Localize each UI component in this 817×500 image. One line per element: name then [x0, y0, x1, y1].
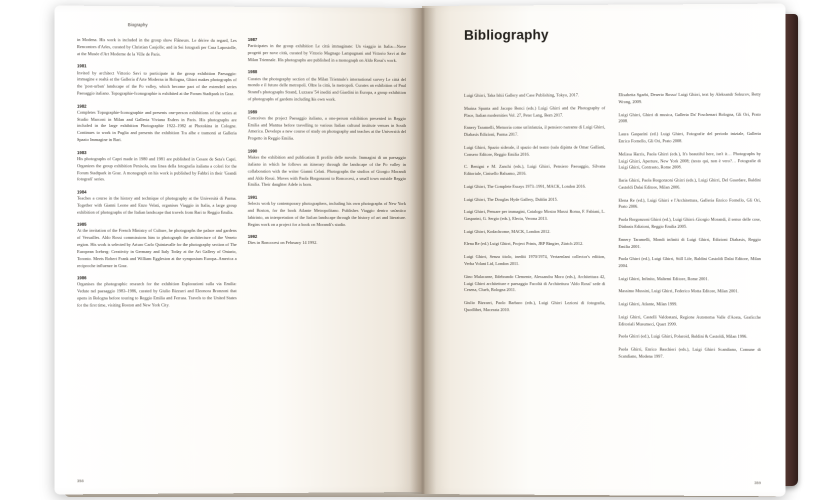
bibliography-entry: Laura Gasparini (ed.) Luigi Ghirri, Fotografie del periodo iniziale, Galleria Enrico Fornello, Gli Ori, Prato 2008. [618, 130, 761, 144]
entry-year: 1984 [77, 189, 87, 195]
entry-text: At the invitation of the French Ministry of Culture, he photographs the palace and gardens of Versailles. Aldo Rossi commissions him to photograph the architecture of the Veneto region. His work is selected by Arturo Carlo Quintavalle for the photography section of The European Iceberg: Creativity in Germany and Italy Today at the Art Gallery of Ontario, Toronto. Meets Robert Frank and William Eggleston at the symposium Europa–America a reciproche influenze in Graz. [77, 228, 237, 268]
biography-entry [248, 109, 406, 143]
entry-text: Completes Topographie-Iconographie and presents one-person exhibitions of the series at Studio Marconi in Milan and Galleria Viviana Esders in Paris. His photographs are included in the large exhibition Photographie 1922–1982 at Photokina in Cologne. Continues to work in Puglia and presents the exhibition Tra albe e tramonti at Galleria Spazio Immagine in Bari. [77, 109, 237, 143]
bibliography-entry: Ennery Taramelli, Mondi infiniti di Luigi Ghirri, Edizioni Diabasis, Reggio Emilia 2001. [618, 236, 761, 249]
bibliography-entry: Luigi Ghirri, The Complete Essays 1973–1991, MACK, London 2016. [464, 183, 586, 189]
entry-year: 1987 [247, 36, 258, 43]
page-spread [58, 6, 782, 494]
page-title: Bibliography [464, 27, 549, 43]
entry-year: 1983 [77, 149, 87, 155]
page-number-left: 358 [77, 478, 84, 484]
entry-year: 1989 [247, 108, 258, 114]
bibliography-entry: Paola Ghirri, Enrico Baschieri (eds.), Luigi Ghirri Scandiano, Comune di Scandiano, Modena 1997. [618, 346, 761, 359]
biography-entry [248, 69, 406, 103]
biography-entry [77, 103, 237, 144]
bibliography-entry: Paola Ghirri (ed.), Luigi Ghirri, Polaroid, Baldini & Castoldi, Milan 1996. [618, 333, 748, 340]
biography-column-2 [248, 37, 406, 475]
right-page-bibliography [422, 4, 785, 497]
biography-entry [77, 222, 237, 270]
bibliography-entry: Elena Re (ed.), Luigi Ghirri e l'Architettura, Galleria Enrico Fornello, Gli Ori, Prato 2006. [618, 197, 761, 210]
biography-entry [248, 194, 406, 228]
bibliography-entry: Massimo Mussini, Luigi Ghirri, Federico Motta Editore, Milan 2001. [618, 288, 739, 294]
entry-year: 1988 [247, 69, 258, 75]
bibliography-column-2 [618, 92, 760, 474]
bibliography-entry: Luigi Ghirri, Ghirri di musica, Galleria Da' Foschenari Bologna, Gli Ori, Prato 2008. [618, 111, 761, 124]
biography-entry [248, 37, 406, 65]
bibliography-entry: Elisabetta Sgarbi, Deserto Rosso/ Luigi Ghirri, text by Aleksandr Sokurov, Betty Wrong, 2009. [618, 91, 761, 105]
bibliography-entry: Elena Re (ed.) Luigi Ghirri, Project Prints, JRP Ringier, Zürich 2012. [464, 241, 584, 247]
bibliography-entry: Luigi Ghirri, Castelli Valdostani, Regione Autonoma Valle d'Aosta, Graficche Editoriali Musumeci, Quart 1999. [618, 314, 761, 327]
entry-text: Conceives the project Paesaggio italiano, a one-person exhibition presented in Reggio Emilia and Mantua before travelling to various Italian cultural institute venues in South America. Develops a new course of study on photography and teaches at the Università del Progetto in Reggio Emilia. [247, 115, 407, 141]
bibliography-entry: Luigi Ghirri, The Douglas Hyde Gallery, Dublin 2015. [464, 196, 558, 202]
open-book [58, 6, 798, 494]
bibliography-entry: Luigi Ghirri, Pensare per immagini, Catalogo Mostra Maxxi Roma, F. Fabiani, L. Gasparini, G. Sergio (eds.), Electa, Verona 2013. [464, 208, 606, 222]
entry-text: Curates the photography section of the Milan Triennale's international survey Le città del mondo e il futuro delle metropoli. Oltre la città, la metropoli. Curates an exhibition of Paul Strand's photographs Strand, Luzzara '54 inediti and Giardini in Europa, a group exhibition of photographs of gardens including his own work. [247, 75, 407, 102]
entry-year: 1992 [247, 233, 258, 239]
entry-text: Organises the photographic research for the exhibition Esplorazioni sulla via Emilia: Vedute nel paesaggio 1983–1986, curated by Giulio Bizzarri and Eleonora Bronzoni that opens in Bologna before touring to Reggio Emilia and Ferrara. Travels to the United States for the first time, visiting Boston and New York City. [77, 281, 237, 308]
page-number-right: 359 [754, 480, 761, 486]
entry-text: Makes the exhibition and publication Il profilo delle nuvole. Immagini di un paesaggio italiano in which he follows an itinerary through the landscape of the Po valley in collaboration with the writer Gianni Celati. Photographs the studios of Giorgio Morandi and Aldo Rossi. Moves with Paola Borgonzoni to Roncocesi, a small town outside Reggio Emilia. Their daughter Adele is born. [247, 154, 407, 188]
bibliography-entry: Paola Ghirri (ed.), Luigi Ghirri, Still Life, Baldini Castoldi Dalai Editore, Milan 2004. [618, 256, 761, 269]
bibliography-entry: Marina Spunta and Jacopo Benci (eds.) Luigi Ghirri and the Photography of Place, Italian modernities Vol. 27, Peter Lang, Bern 2017. [464, 104, 606, 118]
biography-column-1 [77, 36, 237, 476]
bibliography-columns [464, 92, 761, 474]
entry-text: Dies in Roncocesi on February 14 1992. [247, 240, 318, 246]
biography-entry [77, 189, 237, 216]
entry-year: 1982 [77, 103, 87, 109]
bibliography-column-1 [464, 92, 605, 472]
entry-year: 1990 [247, 148, 258, 154]
bibliography-entry: Giulio Bizzarri, Paolo Barbaro (eds.), Luigi Ghirri Lezioni di fotografia, Quodlibet, Macerata 2010. [464, 300, 606, 313]
biography-entry [248, 148, 406, 189]
bibliography-entry: Luigi Ghirri, Senza titolo, inediti 1970/1974, Vertaenlant collector's edition, Verba Volant Ltd, London 2011. [464, 254, 606, 267]
bibliography-entry: C. Benigni e M. Zanchi (eds.), Luigi Ghirri, Pensiero Paesaggio, Silvana Editoriale, Cinisello Balsamo, 2016. [464, 163, 606, 177]
biography-columns [77, 36, 406, 476]
bibliography-entry: Ilaria Ghirri, Paola Borgonzoni Ghirri (eds.), Luigi Ghirri, Del Guardare, Baldini Castoldi Dalai Editore, Milan 2006. [618, 177, 761, 190]
bibliography-entry: Ennery Taramelli, Memoria come un'infanzia, il pensiero narrante di Luigi Ghirri, Diabasis Edizioni, Parma 2017. [464, 124, 606, 137]
entry-text: Teaches a course in the history and technique of photography at the Università di Parma. Together with Gianni Leone and Enzo Velati, organises Viaggio in Italia, a large group exhibition of photographs of the Italian landscape that travels from Bari to Reggio Emilia. [77, 195, 237, 215]
biography-entry [77, 275, 237, 309]
biography-entry [77, 36, 237, 59]
entry-text: Participates in the group exhibition Le città immaginate: Un viaggio in Italia—Nove progetti per nove città, curated by Vittorio Magnago Lampugnani and Vittorio Savi at the Milan Triennale. His photographs are published in a monograph on Aldo Rossi's work. [247, 43, 407, 63]
entry-text: His photographs of Capri made in 1980 and 1981 are published in Cesare de Seta's Capri. Organizes the group exhibition Penisola, una linea della fotografia italiana a colori for the Forum Stadtpark in Graz. A monograph on his work is published by Fabbri in their 'Grandi fotografi' series. [77, 155, 237, 182]
entry-year: 1991 [247, 194, 258, 200]
entry-year: 1986 [77, 275, 87, 281]
biography-entry [77, 150, 237, 184]
entry-text: Selects work by contemporary photographers, including his own photographs of New York and Boston, for the book Atlante Metropolitano. Publishes Viaggio dentro un'antico labirinto, an interpretation of the Italian landscape through the history of art and literature. Begins work on a project for a book on Morandi's studio. [247, 200, 407, 227]
running-head: Biography [127, 22, 148, 28]
biography-entry [77, 64, 237, 99]
bibliography-entry: Melissa Harris, Paola Ghirri (eds.), It's beautiful here, isn't it… Photographs by Luigi Ghirri, Aperture, New York 2008; (testo qui, non è vero?… Fotografie di Luigi Ghirri, Contrasto, Rome 2008. [618, 150, 761, 170]
bibliography-entry: Luigi Ghirri, Spazio siderale, il spazio del teatro (sala dipinta de Omar Galliani, Consero Editore, Reggio Emilia 2016. [464, 144, 606, 157]
entry-year: 1985 [77, 221, 87, 227]
bibliography-entry: Luigi Ghirri, Kodachrome, MACK, London 2012. [464, 228, 551, 234]
bibliography-entry: Luigi Ghirri, Atlante, Milan 1999. [618, 301, 678, 307]
entry-text: Invited by architect Vittorio Savi to participate in the group exhibition Paesaggio: immagine e realtà at the Galleria d'Arte Moderna in Bologna, Ghirri makes photographs of the 'post-urban' landscape of the Po valley, which become part of the extended series Paesaggio italiano. Topographie-Iconographie is exhibited at the Forum Stadtpark in Graz. [77, 69, 237, 97]
entry-text: in Modena. His work is included in the group show Flâneurs. Le dérive du regard, Les Rencontres d'Arles, curated by Christian Caujolle; and in Sei fotografi per Casa Lapostolle, at the Musée d'Art Moderne de la Ville de Paris. [77, 37, 237, 57]
bibliography-entry: Luigi Ghirri, Infinito, Maltemi Editore, Rome 2001. [618, 275, 709, 282]
entry-year: 1981 [77, 63, 87, 69]
bibliography-entry: Gino Malacarne, Ildebrando Clemente, Alessandra Moro (eds.), Architettura 42, Luigi Ghirri architetture e paesaggio Facoltà di Architettura 'Aldo Rossi' sede di Cesena, Clueb, Bologna 2011. [464, 273, 606, 293]
bibliography-entry: Luigi Ghirri, Taka Ishii Gallery and Case Publishing, Tokyo, 2017. [464, 92, 579, 98]
left-page-biography [55, 6, 422, 495]
bibliography-entry: Paola Borgonzoni Ghirri (ed.), Luigi Ghirri–Giorgio Morandi, il senso delle cose, Diabasis Edizioni, Reggio Emilia 2005. [618, 216, 761, 229]
biography-entry [248, 234, 406, 247]
